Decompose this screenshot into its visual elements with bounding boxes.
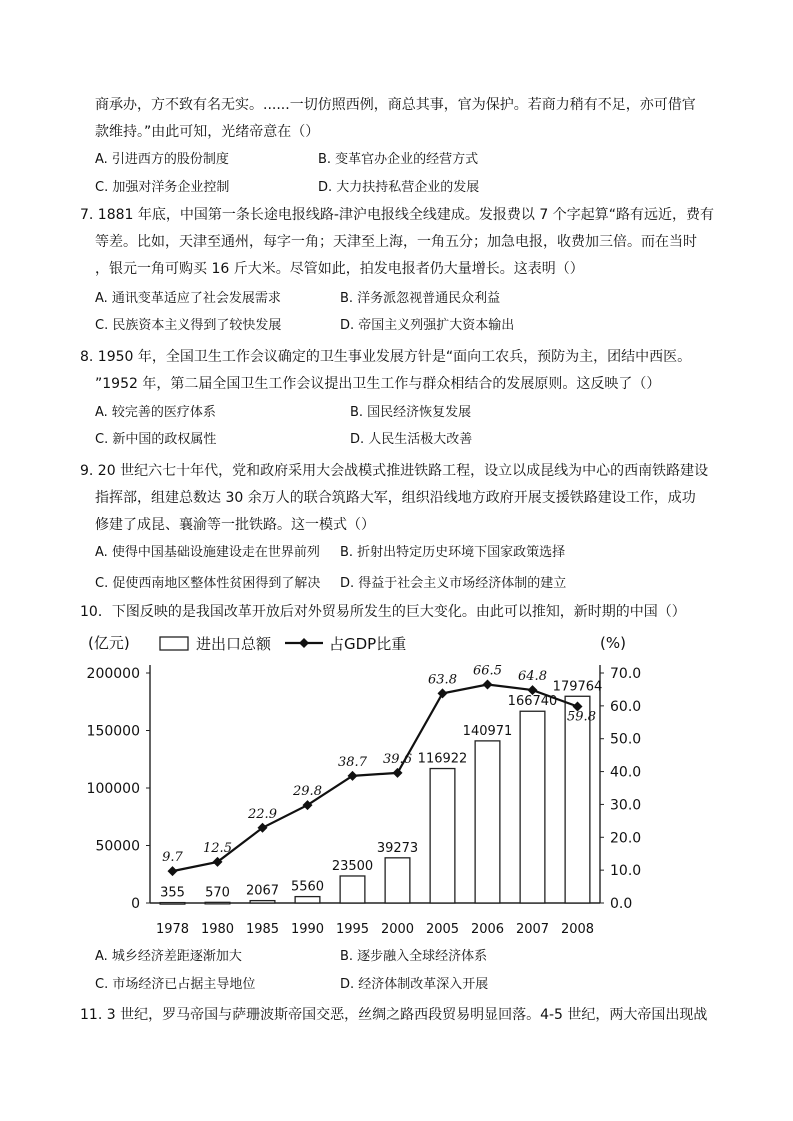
right-tick-label: 40.0 xyxy=(610,764,642,781)
left-tick-label: 50000 xyxy=(95,838,140,855)
right-tick-label: 30.0 xyxy=(610,797,642,814)
bar xyxy=(205,902,230,904)
q9-stem-line-3: 修建了成昆、襄渝等一批铁路。这一模式（） xyxy=(95,517,375,533)
left-tick-label: 150000 xyxy=(86,723,140,740)
q9-option-a: A. 使得中国基础设施建设走在世界前列 xyxy=(95,545,320,560)
q7-stem-line-2: 等差。比如，天津至通州，每字一角；天津至上海，一角五分；加急电报，收费加三倍。而在当时 xyxy=(95,234,697,250)
bar xyxy=(385,858,410,903)
q7-stem-line-3: ，银元一角可购买 16 斤大米。尽管如此，拍发电报者仍大量增长。这表明（） xyxy=(95,261,584,277)
gdp-share-marker xyxy=(438,688,448,698)
legend-bar-label: 进出口总额 xyxy=(196,635,272,653)
q8-option-d: D. 人民生活极大改善 xyxy=(350,432,473,447)
q7-stem-line-1: 7. 1881 年底，中国第一条长途电报线路-津沪电报线全线建成。发报费以 7 个字起算“路有远近，费有 xyxy=(80,207,714,223)
bar-value-label: 355 xyxy=(160,885,185,901)
x-tick-label: 1995 xyxy=(335,922,370,937)
line-value-label: 9.7 xyxy=(162,850,183,866)
bar xyxy=(430,769,455,903)
q10-option-c: C. 市场经济已占据主导地位 xyxy=(95,977,256,992)
bar xyxy=(160,903,185,905)
q6-continuation-line-2: 款维持。”由此可知，光绪帝意在（） xyxy=(95,124,320,140)
x-tick-label: 2008 xyxy=(560,922,595,937)
q8-stem-line-2: ”1952 年，第二届全国卫生工作会议提出卫生工作与群众相结合的发展原则。这反映了（） xyxy=(95,376,661,392)
chart-bars xyxy=(160,696,590,904)
x-tick-label: 2007 xyxy=(515,922,550,937)
gdp-share-marker xyxy=(393,768,403,778)
bar-value-label: 116922 xyxy=(417,751,468,767)
q8-option-c: C. 新中国的政权属性 xyxy=(95,432,217,447)
q8-stem-line-1: 8. 1950 年，全国卫生工作会议确定的卫生事业发展方针是“面向工农兵，预防为主，团结中西医。 xyxy=(80,349,692,365)
q6-continuation-line-1: 商承办，方不致有名无实。......一切仿照西例，商总其事，官为保护。若商力稍有不足，亦可借官 xyxy=(95,97,696,113)
q9-stem-line-1: 9. 20 世纪六七十年代，党和政府采用大会战模式推进铁路工程，设立以成昆线为中心的西南铁路建设 xyxy=(80,463,709,479)
q7-option-a: A. 通讯变革适应了社会发展需求 xyxy=(95,291,281,306)
right-tick-label: 60.0 xyxy=(610,698,642,715)
bar xyxy=(340,876,365,903)
right-tick-label: 20.0 xyxy=(610,830,642,847)
left-tick-label: 100000 xyxy=(86,781,140,797)
x-tick-label: 1980 xyxy=(200,922,235,937)
left-unit-label: (亿元) xyxy=(88,634,130,652)
line-value-label: 39.6 xyxy=(383,751,412,767)
gdp-share-marker xyxy=(168,866,178,876)
trade-chart xyxy=(80,628,730,940)
right-tick-label: 0.0 xyxy=(610,896,633,912)
q9-stem-line-2: 指挥部，组建总数达 30 余万人的联合筑路大军，组织沿线地方政府开展支援铁路建设工作，成功 xyxy=(95,490,696,506)
line-value-label: 66.5 xyxy=(473,663,502,679)
legend-bar-swatch xyxy=(160,637,188,650)
left-tick-label: 0 xyxy=(131,896,140,912)
q10-option-b: B. 逐步融入全球经济体系 xyxy=(340,949,488,964)
x-tick-label: 1985 xyxy=(245,922,280,937)
line-value-label: 59.8 xyxy=(567,709,596,725)
q6-option-d: D. 大力扶持私营企业的发展 xyxy=(318,180,480,195)
bar xyxy=(475,741,500,903)
q7-option-c: C. 民族资本主义得到了较快发展 xyxy=(95,318,282,333)
q8-option-a: A. 较完善的医疗体系 xyxy=(95,405,216,420)
line-value-label: 22.9 xyxy=(248,806,277,822)
line-value-label: 64.8 xyxy=(518,669,547,685)
q10-option-a: A. 城乡经济差距逐渐加大 xyxy=(95,949,242,964)
x-tick-label: 1990 xyxy=(290,922,325,937)
bar-value-label: 166740 xyxy=(507,694,558,710)
right-unit-label: (%) xyxy=(600,634,626,652)
x-tick-label: 2000 xyxy=(380,922,415,937)
q6-option-b: B. 变革官办企业的经营方式 xyxy=(318,152,479,167)
trade-chart-svg xyxy=(80,628,730,940)
q8-option-b: B. 国民经济恢复发展 xyxy=(350,405,472,420)
q7-option-b: B. 洋务派忽视普通民众利益 xyxy=(340,291,501,306)
gdp-share-line xyxy=(173,685,578,872)
legend-line-marker xyxy=(299,638,309,648)
q9-option-d: D. 得益于社会主义市场经济体制的建立 xyxy=(340,576,567,591)
q9-option-c: C. 促使西南地区整体性贫困得到了解决 xyxy=(95,576,321,591)
q7-option-d: D. 帝国主义列强扩大资本输出 xyxy=(340,318,515,333)
line-value-label: 29.8 xyxy=(293,784,322,800)
line-value-label: 38.7 xyxy=(338,754,367,770)
bar-value-label: 23500 xyxy=(331,858,374,874)
left-tick-label: 200000 xyxy=(86,666,140,682)
bar-value-label: 5560 xyxy=(290,879,325,895)
legend-line-label: 占GDP比重 xyxy=(329,635,407,653)
q9-option-b: B. 折射出特定历史环境下国家政策选择 xyxy=(340,545,566,560)
bar xyxy=(250,901,275,903)
bar-value-label: 2067 xyxy=(245,883,280,899)
chart-legend xyxy=(160,635,406,653)
q6-option-a: A. 引进西方的股份制度 xyxy=(95,152,229,167)
bar xyxy=(520,711,545,903)
line-value-label: 63.8 xyxy=(428,672,457,688)
q10-stem-line-1: 10．下图反映的是我国改革开放后对外贸易所发生的巨大变化。由此可以推知，新时期的中国（） xyxy=(80,604,686,620)
x-tick-label: 1978 xyxy=(155,922,190,937)
bar-value-label: 140971 xyxy=(462,723,513,739)
bar xyxy=(295,897,320,903)
bar-value-label: 39273 xyxy=(376,840,419,856)
x-tick-label: 2006 xyxy=(470,922,505,937)
q11-stem-line-1: 11. 3 世纪，罗马帝国与萨珊波斯帝国交恶，丝绸之路西段贸易明显回落。4-5 世纪，两大帝国出现战 xyxy=(80,1007,708,1023)
bar-value-label: 570 xyxy=(205,885,230,901)
right-tick-label: 10.0 xyxy=(610,863,642,880)
right-tick-label: 70.0 xyxy=(610,666,642,682)
bar-value-label: 179764 xyxy=(552,679,603,695)
bar xyxy=(565,696,590,903)
right-tick-label: 50.0 xyxy=(610,731,642,748)
gdp-share-marker xyxy=(483,680,493,690)
x-tick-label: 2005 xyxy=(425,922,460,937)
line-value-label: 12.5 xyxy=(203,840,232,856)
q6-option-c: C. 加强对洋务企业控制 xyxy=(95,180,230,195)
q10-option-d: D. 经济体制改革深入开展 xyxy=(340,977,489,992)
